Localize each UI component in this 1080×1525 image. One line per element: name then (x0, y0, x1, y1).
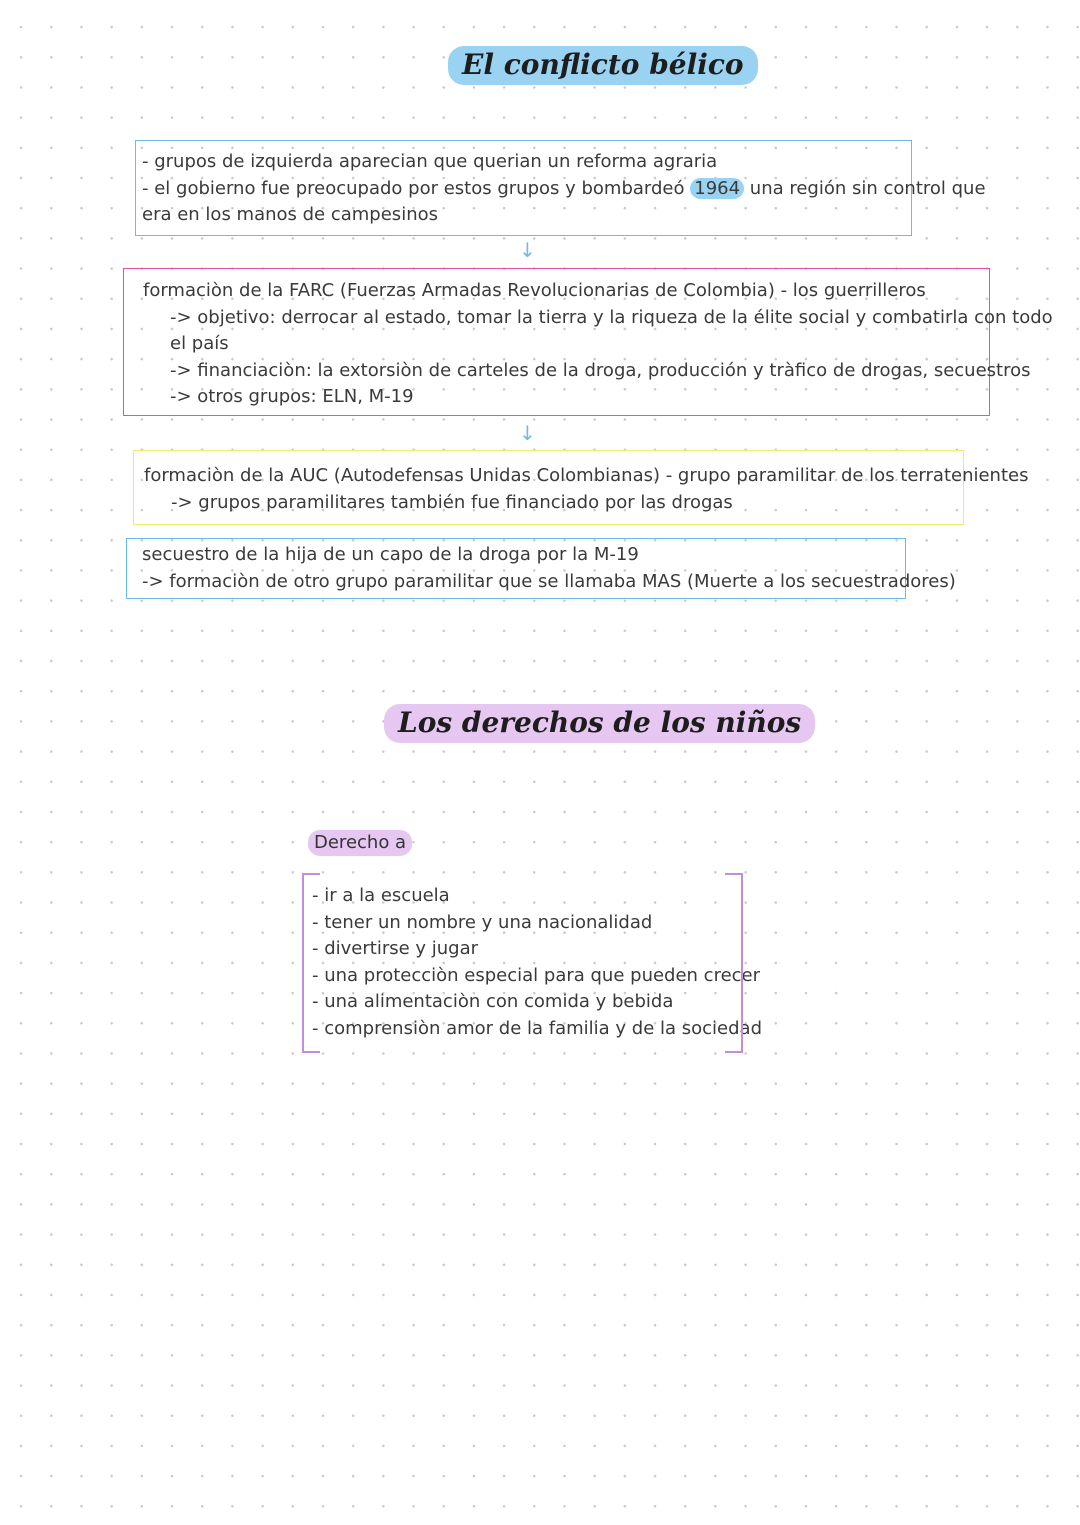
derecho-label: Derecho a (308, 830, 412, 856)
box-line: era en los manos de campesinos (142, 204, 438, 225)
list-item: - una alimentaciòn con comida y bebida (312, 991, 674, 1012)
list-item: - una protecciòn especial para que pueden crecer (312, 964, 761, 986)
box-line-part: - el gobierno fue preocupado por estos grupos y bombardeó (142, 177, 691, 199)
box-line: - grupos de izquierda aparecian que querian un reforma agraria (142, 151, 718, 172)
left-bracket (302, 873, 320, 1053)
year-highlight: 1964 (690, 178, 744, 199)
box-line: formaciòn de la AUC (Autodefensas Unidas Colombianas) - grupo paramilitar de los terratenientes (144, 465, 1029, 486)
box-line-part: una región sin control que (744, 177, 986, 199)
info-box-izquierda (135, 140, 986, 236)
info-box-farc (123, 268, 1053, 416)
box-line: el país (170, 333, 229, 354)
list-item: - divertirse y jugar (312, 938, 479, 959)
section-title-conflicto (448, 48, 758, 81)
box-line (142, 176, 986, 203)
info-box-mas (126, 538, 956, 599)
box-line: secuestro de la hija de un capo de la droga por la M-19 (142, 544, 639, 565)
section-title-text: Los derechos de los niños (384, 704, 815, 743)
section-title-text: El conflicto bélico (448, 46, 758, 85)
right-bracket (725, 873, 743, 1053)
list-item: - ir a la escuela (312, 885, 450, 906)
box-line: -> financiaciòn: la extorsiòn de carteles de la droga, producción y tràfico de drogas, secuestros (170, 359, 1031, 381)
box-line: -> grupos paramilitares también fue financiado por las drogas (171, 491, 733, 513)
rights-list (302, 873, 763, 1053)
down-arrow-icon: ↓ (519, 421, 536, 445)
info-box-auc (133, 450, 1029, 525)
box-line: formaciòn de la FARC (Fuerzas Armadas Revolucionarias de Colombia) - los guerrilleros (143, 280, 926, 301)
list-item: - comprensiòn amor de la familia y de la sociedad (312, 1017, 763, 1039)
box-line: -> objetivo: derrocar al estado, tomar la tierra y la riqueza de la élite social y combatirla con todo (170, 306, 1053, 328)
section-title-derechos (384, 706, 815, 739)
down-arrow-icon: ↓ (519, 238, 536, 262)
box-line: -> otros grupos: ELN, M-19 (170, 386, 414, 407)
box-line: -> formaciòn de otro grupo paramilitar que se llamaba MAS (Muerte a los secuestradores) (142, 570, 956, 592)
list-item: - tener un nombre y una nacionalidad (312, 911, 653, 933)
